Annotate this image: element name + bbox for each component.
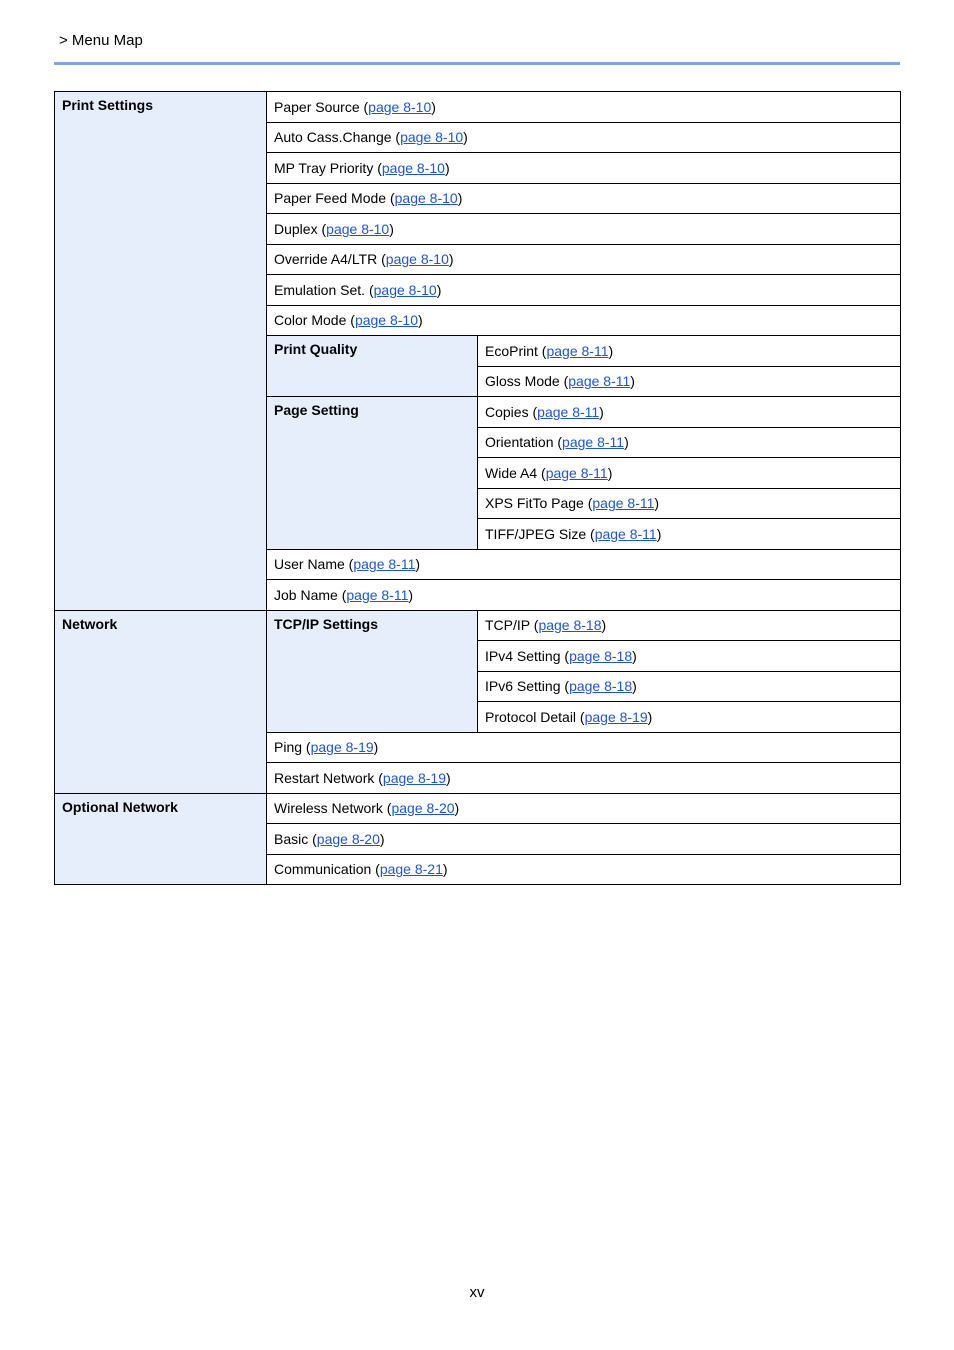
page-reference-link[interactable]: page 8-10 xyxy=(381,159,445,176)
menu-item-label: Communication xyxy=(274,861,372,878)
paren-close: ) xyxy=(408,586,414,603)
paren-close: ) xyxy=(624,434,629,451)
page-reference-link[interactable]: page 8-20 xyxy=(391,800,455,817)
menu-item-label: Restart Network xyxy=(274,769,375,786)
page-reference-link[interactable]: page 8-21 xyxy=(379,861,443,878)
paren-open: ( xyxy=(537,464,546,481)
menu-item-label: Wireless Network xyxy=(274,800,383,817)
menu-item-label: Ping xyxy=(274,739,303,756)
menu-item xyxy=(267,183,901,214)
menu-item xyxy=(267,214,901,245)
page-reference-link[interactable]: page 8-11 xyxy=(594,525,657,542)
paren-open: ( xyxy=(386,190,395,207)
menu-item xyxy=(267,580,901,611)
paren-open: ( xyxy=(537,342,547,359)
paren-close: ) xyxy=(448,251,454,268)
paren-close: ) xyxy=(632,647,637,664)
menu-item-label: MP Tray Priority xyxy=(274,159,374,176)
paren-open: ( xyxy=(560,647,570,664)
menu-item-label: EcoPrint xyxy=(485,342,538,359)
menu-item xyxy=(478,488,901,519)
menu-item-label: Color Mode xyxy=(274,312,347,329)
menu-item xyxy=(267,244,901,275)
page-reference-link[interactable]: page 8-10 xyxy=(400,129,464,146)
paren-close: ) xyxy=(454,800,460,817)
menu-item-label: Basic xyxy=(274,830,309,847)
page-reference-link[interactable]: page 8-10 xyxy=(394,190,458,207)
page-reference-link[interactable]: page 8-19 xyxy=(584,708,648,725)
paren-open: ( xyxy=(586,525,595,542)
paren-open: ( xyxy=(373,159,382,176)
paren-close: ) xyxy=(418,312,423,329)
menu-item xyxy=(478,458,901,489)
paren-close: ) xyxy=(599,403,604,420)
paren-open: ( xyxy=(576,708,585,725)
menu-item xyxy=(478,610,901,641)
paren-close: ) xyxy=(630,373,635,390)
paren-close: ) xyxy=(379,830,385,847)
paren-close: ) xyxy=(463,129,468,146)
paren-close: ) xyxy=(654,495,660,512)
menu-item xyxy=(478,397,901,428)
menu-item xyxy=(478,702,901,733)
page-reference-link[interactable]: page 8-20 xyxy=(316,830,380,847)
page-reference-link[interactable]: page 8-11 xyxy=(592,495,655,512)
paren-open: ( xyxy=(317,220,327,237)
menu-item-label: Auto Cass.Change xyxy=(274,129,392,146)
paren-close: ) xyxy=(601,617,607,634)
paren-open: ( xyxy=(560,678,570,695)
page-reference-link[interactable]: page 8-11 xyxy=(346,586,409,603)
menu-item-label: Duplex xyxy=(274,220,318,237)
menu-item xyxy=(267,732,901,763)
paren-open: ( xyxy=(382,800,392,817)
paren-close: ) xyxy=(444,159,450,176)
menu-item xyxy=(267,305,901,336)
page-reference-link[interactable]: page 8-19 xyxy=(310,739,374,756)
page-reference-link[interactable]: page 8-19 xyxy=(382,769,446,786)
menu-item-label: Gloss Mode xyxy=(485,373,560,390)
menu-item-label: Orientation xyxy=(485,434,554,451)
paren-open: ( xyxy=(371,861,380,878)
menu-item-label: Wide A4 xyxy=(485,464,538,481)
paren-open: ( xyxy=(365,281,374,298)
paren-close: ) xyxy=(608,342,614,359)
page-number: xv xyxy=(469,1284,485,1301)
menu-item-label: Override A4/LTR xyxy=(274,251,378,268)
menu-item xyxy=(267,824,901,855)
menu-item-label: IPv6 Setting xyxy=(485,678,561,695)
menu-item-label: Paper Feed Mode xyxy=(274,190,387,207)
page-reference-link[interactable]: page 8-11 xyxy=(537,403,600,420)
menu-item xyxy=(267,793,901,824)
menu-item xyxy=(267,153,901,184)
menu-item xyxy=(478,519,901,550)
page-reference-link[interactable]: page 8-11 xyxy=(546,342,609,359)
menu-item-label: IPv4 Setting xyxy=(485,647,561,664)
menu-item xyxy=(267,854,901,885)
menu-item xyxy=(267,763,901,794)
paren-open: ( xyxy=(391,129,401,146)
paren-close: ) xyxy=(656,525,662,542)
menu-item-label: TCP/IP xyxy=(485,617,530,634)
menu-item-label: Emulation Set. xyxy=(274,281,366,298)
paren-open: ( xyxy=(359,98,369,115)
paren-close: ) xyxy=(373,739,379,756)
page-reference-link[interactable]: page 8-11 xyxy=(353,556,416,573)
group-print-settings: Print Settings xyxy=(55,92,267,611)
menu-item xyxy=(267,549,901,580)
paren-close: ) xyxy=(457,190,463,207)
menu-item-label: XPS FitTo Page xyxy=(485,495,584,512)
menu-item xyxy=(478,336,901,367)
paren-open: ( xyxy=(377,251,386,268)
menu-item-label: Job Name xyxy=(274,586,338,603)
paren-close: ) xyxy=(632,678,637,695)
group-network: Network xyxy=(55,610,267,793)
paren-open: ( xyxy=(374,769,383,786)
page-reference-link[interactable]: page 8-10 xyxy=(326,220,390,237)
menu-item-label: Copies xyxy=(485,403,529,420)
page-reference-link[interactable]: page 8-10 xyxy=(385,251,449,268)
page-reference-link[interactable]: page 8-10 xyxy=(368,98,432,115)
paren-open: ( xyxy=(302,739,311,756)
page-reference-link[interactable]: page 8-10 xyxy=(354,312,418,329)
menu-item-label: User Name xyxy=(274,556,345,573)
header-divider xyxy=(54,62,900,65)
paren-open: ( xyxy=(528,403,538,420)
page-reference-link[interactable]: page 8-11 xyxy=(562,434,625,451)
group-optional-network: Optional Network xyxy=(55,793,267,885)
group-page-setting: Page Setting xyxy=(267,397,478,550)
page-reference-link[interactable]: page 8-18 xyxy=(569,678,633,695)
breadcrumb: > Menu Map xyxy=(59,32,143,49)
menu-item xyxy=(267,122,901,153)
page-reference-link[interactable]: page 8-18 xyxy=(538,617,602,634)
menu-item xyxy=(267,275,901,306)
menu-item-label: Protocol Detail xyxy=(485,708,577,725)
menu-item xyxy=(478,427,901,458)
paren-close: ) xyxy=(436,281,442,298)
menu-item xyxy=(267,92,901,123)
paren-open: ( xyxy=(583,495,593,512)
paren-open: ( xyxy=(553,434,563,451)
paren-close: ) xyxy=(431,98,436,115)
paren-close: ) xyxy=(647,708,653,725)
group-print-quality: Print Quality xyxy=(267,336,478,397)
page-reference-link[interactable]: page 8-10 xyxy=(373,281,437,298)
page-reference-link[interactable]: page 8-18 xyxy=(569,647,633,664)
paren-close: ) xyxy=(445,769,451,786)
menu-map-table xyxy=(54,91,901,885)
paren-close: ) xyxy=(415,556,421,573)
paren-close: ) xyxy=(442,861,448,878)
paren-close: ) xyxy=(607,464,613,481)
paren-open: ( xyxy=(337,586,347,603)
group-tcpip-settings: TCP/IP Settings xyxy=(267,610,478,732)
menu-item-label: TIFF/JPEG Size xyxy=(485,525,587,542)
paren-close: ) xyxy=(389,220,394,237)
paren-open: ( xyxy=(346,312,355,329)
menu-item xyxy=(478,671,901,702)
paren-open: ( xyxy=(308,830,317,847)
page-reference-link[interactable]: page 8-11 xyxy=(568,373,631,390)
menu-item xyxy=(478,366,901,397)
paren-open: ( xyxy=(344,556,354,573)
menu-item-label: Paper Source xyxy=(274,98,360,115)
paren-open: ( xyxy=(529,617,539,634)
menu-item xyxy=(478,641,901,672)
paren-open: ( xyxy=(559,373,569,390)
page-reference-link[interactable]: page 8-11 xyxy=(545,464,608,481)
